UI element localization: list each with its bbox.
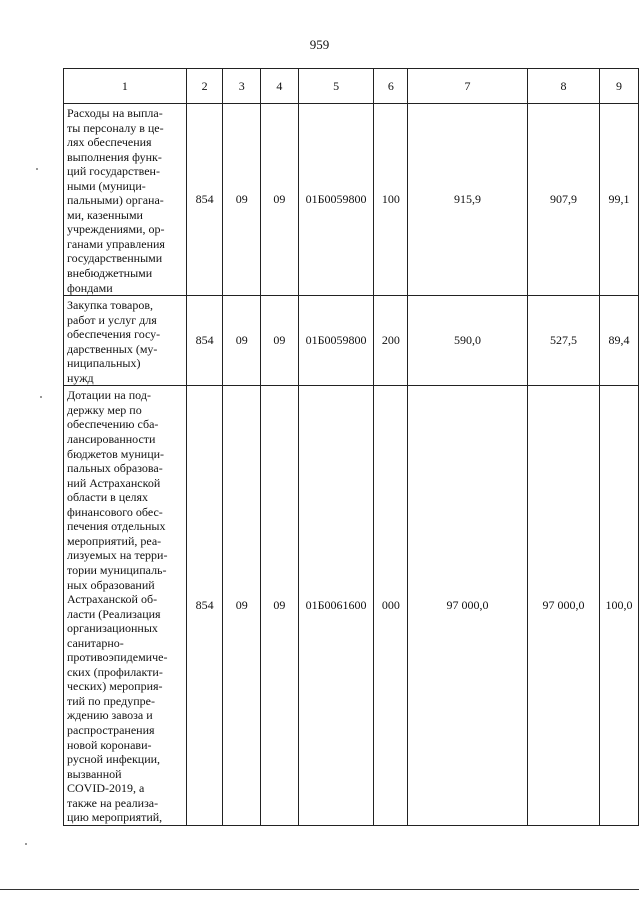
description-line: работ и услуг для <box>67 312 157 327</box>
cell-actual-amount: 907,9 <box>527 104 599 296</box>
cell-expense-type: 100 <box>374 104 408 296</box>
description-line: противоэпидемиче- <box>67 650 168 665</box>
cell-ministry-code: 854 <box>186 296 223 386</box>
description-line: распространения <box>67 722 155 737</box>
table-row <box>64 104 639 296</box>
cell-section: 09 <box>223 296 261 386</box>
description-line: бюджетов муници- <box>67 446 165 461</box>
budget-table <box>63 68 639 826</box>
description-line: цию мероприятий, <box>67 810 163 825</box>
description-line: Дотации на под- <box>67 388 151 403</box>
cell-ministry-code: 854 <box>186 104 223 296</box>
description-line: выполнения функ- <box>67 149 162 164</box>
row-description <box>64 386 187 826</box>
description-line: ных образований <box>67 577 155 592</box>
description-line: печения отдельных <box>67 519 166 534</box>
column-header: 9 <box>600 69 639 104</box>
description-line: ты персоналу в це- <box>67 120 164 135</box>
cell-percent: 100,0 <box>600 386 639 826</box>
cell-subsection: 09 <box>261 296 299 386</box>
description-line: тории муниципаль- <box>67 562 167 577</box>
column-header: 2 <box>186 69 223 104</box>
column-header: 6 <box>374 69 408 104</box>
cell-subsection: 09 <box>261 386 299 826</box>
description-line: нужд <box>67 370 94 385</box>
cell-ministry-code: 854 <box>186 386 223 826</box>
column-header: 4 <box>261 69 299 104</box>
description-line: COVID-2019, а <box>67 781 145 796</box>
description-line: санитарно- <box>67 635 124 650</box>
description-line: тий по предупре- <box>67 693 155 708</box>
cell-target-article: 01Б0059800 <box>298 296 374 386</box>
description-line: фондами <box>67 280 113 295</box>
description-line: Расходы на выпла- <box>67 106 163 120</box>
cell-section: 09 <box>223 104 261 296</box>
description-line: ганами управления <box>67 236 165 251</box>
table-header-row <box>64 69 639 104</box>
description-line: также на реализа- <box>67 795 159 810</box>
table-row <box>64 386 639 826</box>
description-line: ний Астраханской <box>67 475 161 490</box>
scan-speck <box>36 168 38 170</box>
row-description <box>64 296 187 386</box>
column-header: 7 <box>408 69 528 104</box>
description-line: ниципальных) <box>67 356 141 371</box>
description-line: мероприятий, реа- <box>67 533 162 548</box>
column-header: 5 <box>298 69 374 104</box>
cell-expense-type: 000 <box>374 386 408 826</box>
cell-percent: 89,4 <box>600 296 639 386</box>
cell-actual-amount: 97 000,0 <box>527 386 599 826</box>
description-line: ми, казенными <box>67 207 143 222</box>
row-description <box>64 104 187 296</box>
description-line: государственными <box>67 251 163 266</box>
cell-target-article: 01Б0059800 <box>298 104 374 296</box>
description-line: новой коронави- <box>67 737 152 752</box>
cell-target-article: 01Б0061600 <box>298 386 374 826</box>
description-line: организационных <box>67 621 158 636</box>
page-number: 959 <box>309 37 330 52</box>
description-line: финансового обес- <box>67 504 163 519</box>
description-line: обеспечению сба- <box>67 417 159 432</box>
description-line: дарственных (му- <box>67 341 158 356</box>
cell-percent: 99,1 <box>600 104 639 296</box>
description-line: лансированности <box>67 432 156 447</box>
column-header: 1 <box>64 69 187 104</box>
description-line: держку мер по <box>67 402 142 417</box>
cell-section: 09 <box>223 386 261 826</box>
description-line: Астраханской об- <box>67 592 158 607</box>
cell-expense-type: 200 <box>374 296 408 386</box>
scan-speck <box>40 396 42 398</box>
column-header: 8 <box>527 69 599 104</box>
description-line: области в целях <box>67 490 149 505</box>
description-line: вызванной <box>67 766 122 781</box>
description-line: обеспечения госу- <box>67 327 161 342</box>
description-line: ждению завоза и <box>67 708 153 723</box>
description-line: ческих) мероприя- <box>67 679 163 694</box>
description-line: ными (муници- <box>67 178 146 193</box>
cell-plan-amount: 97 000,0 <box>408 386 528 826</box>
description-line: пальными) органа- <box>67 193 164 208</box>
column-header: 3 <box>223 69 261 104</box>
table-row <box>64 296 639 386</box>
cell-plan-amount: 590,0 <box>408 296 528 386</box>
description-line: Закупка товаров, <box>67 298 153 313</box>
description-line: внебюджетными <box>67 266 153 281</box>
cell-subsection: 09 <box>261 104 299 296</box>
description-line: пальных образова- <box>67 461 163 476</box>
description-line: лизуемых на терри- <box>67 548 168 563</box>
description-line: ских (профилакти- <box>67 664 163 679</box>
page-bottom-rule <box>0 889 639 890</box>
description-line: русной инфекции, <box>67 752 161 767</box>
description-line: учреждениями, ор- <box>67 222 165 237</box>
description-line: ласти (Реализация <box>67 606 161 621</box>
cell-plan-amount: 915,9 <box>408 104 528 296</box>
scan-speck <box>25 843 27 845</box>
cell-actual-amount: 527,5 <box>527 296 599 386</box>
description-line: ций государствен- <box>67 164 160 179</box>
description-line: лях обеспечения <box>67 135 152 150</box>
